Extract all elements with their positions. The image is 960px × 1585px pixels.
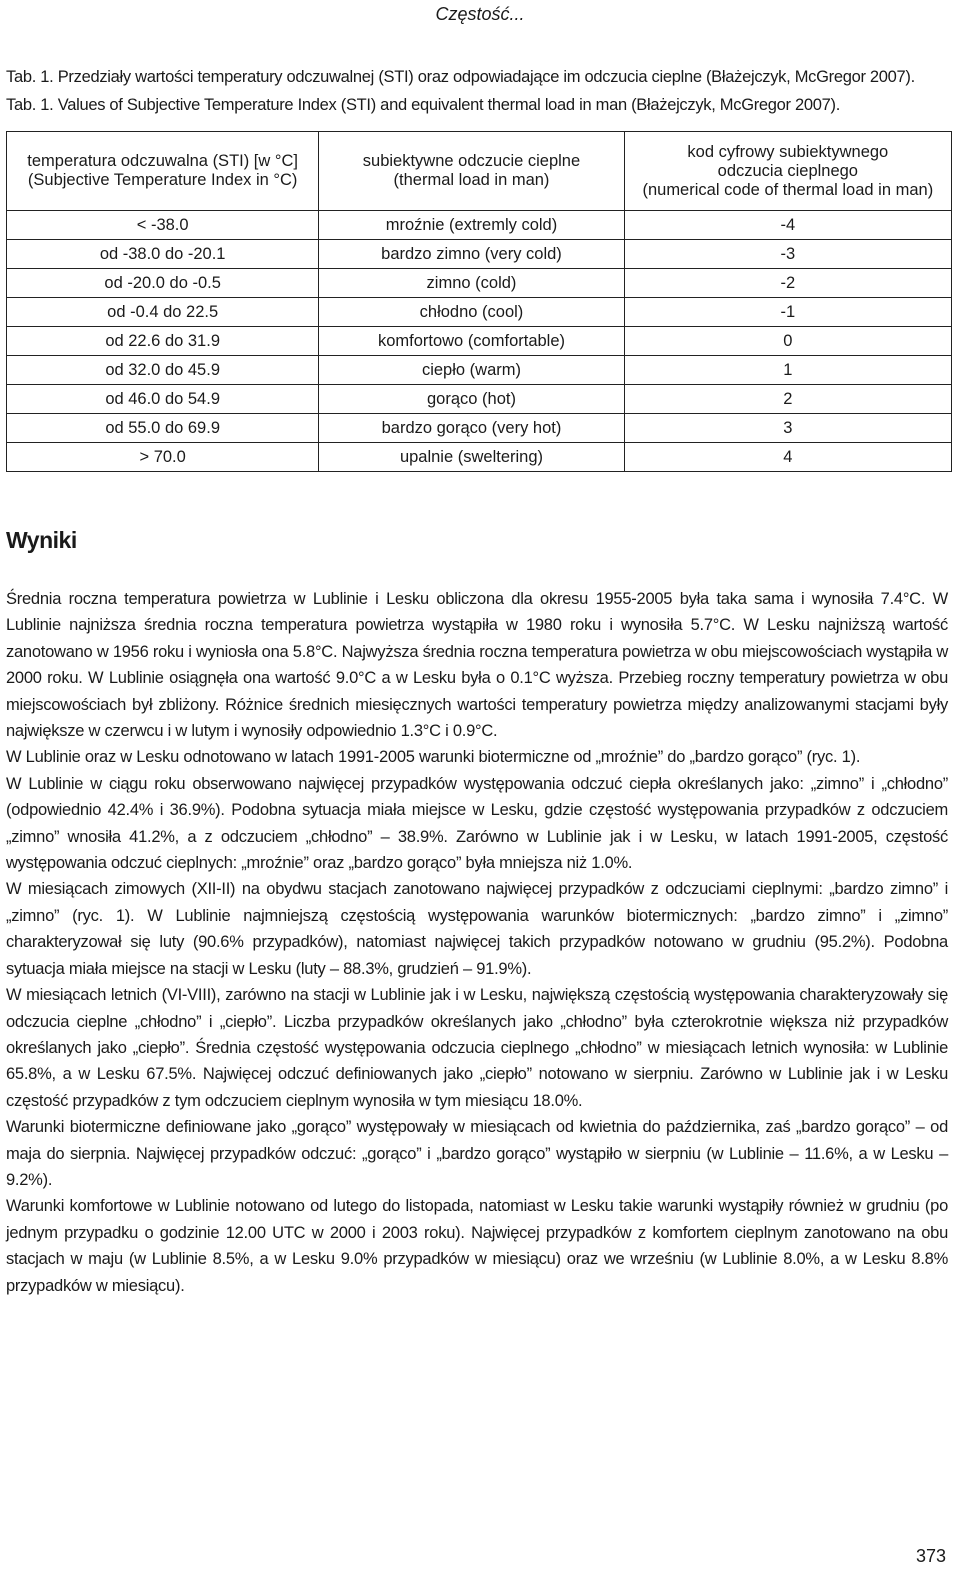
cell-sensation: bardzo zimno (very cold) (319, 240, 624, 269)
header-line: (numerical code of thermal load in man) (642, 180, 934, 199)
table-row (7, 443, 952, 472)
table-row (7, 356, 952, 385)
table-row (7, 414, 952, 443)
table-header-row (7, 132, 952, 211)
cell-sti-range: < -38.0 (7, 211, 319, 240)
cell-sti-range: od 32.0 do 45.9 (7, 356, 319, 385)
cell-sti-range: od 22.6 do 31.9 (7, 327, 319, 356)
header-numeric-code (624, 132, 951, 211)
paragraph: Warunki komfortowe w Lublinie notowano od lutego do listopada, natomiast w Lesku takie warunki wystąpiły również w grudniu (po jednym przypadku o godzinie 12.00 UTC w 2000 i 2003 roku). Najwięcej przypadków z komfortem cieplnym zanotowano na obu stacjach w maju (w Lublinie 8.5%, a w Lesku 9.0% przypadków w miesiącu) oraz we wrześniu (w Lublinie 8.0%, a w Lesku 8.8% przypadków w miesiącu). (6, 1197, 948, 1295)
cell-sti-range: od -38.0 do -20.1 (7, 240, 319, 269)
cell-code: 1 (624, 356, 951, 385)
table-row (7, 240, 952, 269)
header-line: odczucia cieplnego (717, 161, 858, 180)
table-row (7, 298, 952, 327)
paragraph: W miesiącach zimowych (XII-II) na obydwu stacjach zanotowano najwięcej przypadków z odczuciami cieplnymi: „bardzo zimno” i „zimno” (ryc. 1). W Lublinie najmniejszą częstością występowania warunków biotermicznych: „bardzo zimno” i „zimno” charakteryzował się luty (90.6% przypadków), natomiast najwięcej takich przypadków notowano w grudniu (95.2%). Podobna sytuacja miała miejsce na stacji w Lesku (luty – 88.3%, grudzień – 91.9%). (6, 880, 948, 978)
paragraph: W Lublinie w ciągu roku obserwowano najwięcej przypadków występowania odczuć ciepła określanych jako: „zimno” i „chłodno” (odpowiednio 42.4% i 36.9%). Podobna sytuacja miała miejsce w Lesku, gdzie częstość występowania przypadków z odczuciem „zimno” wnosiła 41.2%, a z odczuciem „chłodno” – 38.9%. Zarówno w Lublinie jak i w Lesku, w latach 1991-2005, częstość występowania odczuć cieplnych: „mroźnie” oraz „bardzo gorąco” była mniejsza niż 1.0%. (6, 774, 948, 873)
cell-sti-range: od -20.0 do -0.5 (7, 269, 319, 298)
paragraph: Warunki biotermiczne definiowane jako „gorąco” występowały w miesiącach od kwietnia do października, zaś „bardzo gorąco” – od maja do sierpnia. Najwięcej przypadków odczuć: „gorąco” i „bardzo gorąco” wystąpiło w sierpniu (w Lublinie – 11.6%, a w Lesku – 9.2%). (6, 1118, 948, 1189)
cell-sensation: gorąco (hot) (319, 385, 624, 414)
header-line: subiektywne odczucie cieplne (362, 152, 581, 170)
cell-sti-range: od -0.4 do 22.5 (7, 298, 319, 327)
sti-table (6, 131, 952, 472)
cell-sti-range: od 55.0 do 69.9 (7, 414, 319, 443)
cell-code: -4 (624, 211, 951, 240)
cell-code: -2 (624, 269, 951, 298)
cell-sensation: mroźnie (extremly cold) (319, 211, 624, 240)
table-caption-polish: Tab. 1. Przedziały wartości temperatury odczuwalnej (STI) oraz odpowiadające im odczucia cieplne (Błażejczyk, McGregor 2007). (6, 68, 915, 86)
paragraph: W miesiącach letnich (VI-VIII), zarówno na stacji w Lublinie jak i w Lesku, największą częstością występowania charakteryzowały się odczucia cieplne „chłodno” i „ciepło”. Liczba przypadków określanych jako „chłodno” była czterokrotnie większa niż przypadków określanych jako „ciepło”. Średnia częstość występowania odczucia cieplnego „chłodno” w miesiącach letnich wynosiła: w Lublinie 65.8%, a w Lesku 67.5%. Najwięcej odczuć definiowanych jako „ciepło” notowano w sierpniu. Zarówno w Lublinie jak i w Lesku częstość przypadków z tym odczuciem cieplnym wynosiła w tym miesiącu 18.0%. (6, 986, 948, 1110)
cell-sensation: bardzo gorąco (very hot) (319, 414, 624, 443)
header-line: temperatura odczuwalna (STI) [w °C] (27, 152, 298, 170)
header-line: (thermal load in man) (393, 171, 550, 189)
header-thermal-sensation (319, 132, 624, 211)
cell-code: -3 (624, 240, 951, 269)
table-row (7, 211, 952, 240)
header-sti-range (7, 132, 319, 211)
header-line: (Subjective Temperature Index in °C) (27, 171, 298, 189)
running-header: Częstość... (435, 4, 525, 24)
cell-sensation: komfortowo (comfortable) (319, 327, 624, 356)
table-row (7, 385, 952, 414)
table-caption-english: Tab. 1. Values of Subjective Temperature Index (STI) and equivalent thermal load in man (Błażejczyk, McGregor 2007). (6, 96, 841, 114)
section-heading: Wyniki (6, 527, 77, 553)
cell-sti-range: > 70.0 (7, 443, 319, 472)
cell-sensation: chłodno (cool) (319, 298, 624, 327)
page-number: 373 (915, 1546, 946, 1566)
header-line: kod cyfrowy subiektywnego (687, 142, 889, 161)
cell-code: 3 (624, 414, 951, 443)
table-row (7, 327, 952, 356)
cell-code: 0 (624, 327, 951, 356)
cell-sensation: zimno (cold) (319, 269, 624, 298)
paragraph: Średnia roczna temperatura powietrza w Lublinie i Lesku obliczona dla okresu 1955-2005 była taka sama i wynosiła 7.4°C. W Lublinie najniższa średnia roczna temperatura powietrza wystąpiła w 1980 roku i wynosiła 5.7°C. W Lesku najniższą wartość zanotowano w 1956 roku i wyniosła ona 5.8°C. Najwyższa średnia roczna temperatura powietrza w obu miejscowościach wystąpiła w 2000 roku. W Lublinie osiągnęła ona wartość 9.0°C a w Lesku była o 0.1°C wyższa. Przebieg roczny temperatury powietrza w obu miejscowościach był zbliżony. Różnice średnich miesięcznych wartości temperatury powietrza między analizowanymi stacjami były największe w czerwcu i w lutym i wynosiły odpowiednio 1.3°C i 0.9°C. (6, 590, 948, 741)
body-text (6, 586, 948, 1299)
cell-code: 4 (624, 443, 951, 472)
paragraph: W Lublinie oraz w Lesku odnotowano w latach 1991-2005 warunki biotermiczne od „mroźnie” do „bardzo gorąco” (ryc. 1). (6, 748, 861, 767)
cell-code: -1 (624, 298, 951, 327)
cell-sensation: ciepło (warm) (319, 356, 624, 385)
cell-sensation: upalnie (sweltering) (319, 443, 624, 472)
cell-sti-range: od 46.0 do 54.9 (7, 385, 319, 414)
table-row (7, 269, 952, 298)
cell-code: 2 (624, 385, 951, 414)
